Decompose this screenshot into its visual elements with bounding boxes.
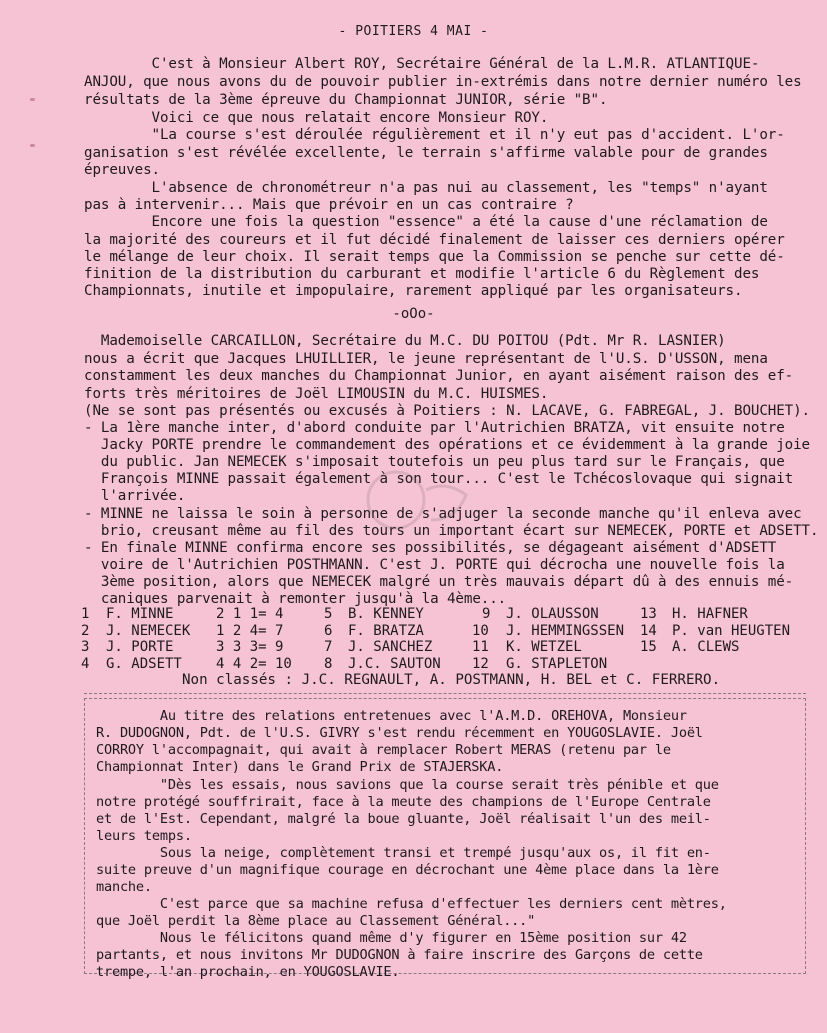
- intro-line: la majorité des coureurs et il fut décidé finalement de laisser ces derniers opérer: [84, 232, 785, 248]
- boxed-line: C'est parce que sa machine refusa d'effectuer les derniers cent mètres,: [96, 896, 727, 912]
- result-position: 15: [640, 639, 657, 655]
- result-detail: 4 4 2= 10: [216, 655, 292, 672]
- result-name: J. HEMMINGSSEN: [506, 622, 625, 639]
- boxed-line: et de l'Est. Cependant, malgré la boue gluante, Joël réalisait l'un des meil-: [96, 811, 711, 827]
- result-position: 7: [324, 639, 333, 655]
- result-name: H. HAFNER: [672, 606, 748, 622]
- intro-line: ANJOU, que nous avons du de pouvoir publier in-extrémis dans notre dernier numéro les: [84, 74, 802, 90]
- boxed-line: Sous la neige, complètement transi et trempé jusqu'aux os, il fit en-: [96, 845, 711, 861]
- report-line: l'arrivée.: [84, 488, 186, 504]
- boxed-line: leurs temps.: [96, 828, 192, 844]
- result-position: 4: [81, 655, 90, 672]
- report-line: - En finale MINNE confirma encore ses possibilités, se dégageant aisément d'ADSETT: [84, 540, 777, 556]
- result-detail: 3 3 3= 9: [216, 639, 284, 655]
- result-name: J. OLAUSSON: [506, 606, 599, 622]
- page-title: - POITIERS 4 MAI -: [338, 24, 489, 39]
- paper-speck: [30, 144, 35, 147]
- boxed-line: Championnat Inter) dans le Grand Prix de STAJERSKA.: [96, 759, 504, 775]
- boxed-line: trempe, l'an prochain, en YOUGOSLAVIE.: [96, 964, 400, 980]
- report-line: Mademoiselle CARCAILLON, Secrétaire du M.C. DU POITOU (Pdt. Mr R. LASNIER): [84, 333, 726, 349]
- result-position: 3: [81, 639, 90, 655]
- results-row: [81, 655, 804, 673]
- intro-line: "La course s'est déroulée régulièrement et il n'y eut pas d'accident. L'or-: [84, 127, 785, 143]
- result-name: G. STAPLETON: [506, 655, 608, 672]
- report-line: 3ème position, alors que NEMECEK malgré un très mauvais départ dû à des ennuis mé-: [84, 574, 794, 590]
- report-line: - MINNE ne laissa le soin à personne de s'adjuger la seconde manche qu'il enleva avec: [84, 506, 802, 522]
- results-row: [81, 639, 804, 656]
- result-name: P. van HEUGTEN: [672, 622, 791, 639]
- result-position: 9: [482, 606, 491, 622]
- intro-line: L'absence de chronométreur n'a pas nui au classement, les "temps" n'ayant: [84, 180, 768, 196]
- report-line: du public. Jan NEMECEK s'imposait toutefois un peu plus tard sur le Français, que: [84, 454, 785, 470]
- box-top-rule: [84, 693, 806, 694]
- result-detail: 1 2 4= 7: [216, 622, 284, 639]
- result-name: F. MINNE: [106, 606, 174, 622]
- faded-stamp-watermark: [356, 460, 476, 540]
- report-line: nous a écrit que Jacques LHUILLIER, le jeune représentant de l'U.S. D'USSON, mena: [84, 351, 768, 367]
- result-name: G. ADSETT: [106, 655, 182, 672]
- intro-line: ganisation s'est révélée excellente, le terrain s'affirme valable pour de grandes: [84, 145, 768, 161]
- results-row: [81, 606, 804, 623]
- paper-speck: [30, 98, 35, 101]
- boxed-line: partants, et nous invitons Mr DUDOGNON à faire inscrire des Garçons de cette: [96, 947, 703, 963]
- report-line: forts très méritoires de Joël LIMOUSIN du M.C. HUISMES.: [84, 386, 549, 402]
- intro-line: résultats de la 3ème épreuve du Championnat JUNIOR, série "B".: [84, 92, 608, 108]
- boxed-line: "Dès les essais, nous savions que la course serait très pénible et que: [96, 777, 719, 793]
- boxed-line: CORROY l'accompagnait, qui avait à remplacer Robert MERAS (retenu par le: [96, 742, 671, 758]
- result-position: 12: [472, 655, 489, 672]
- report-line: voire de l'Autrichien POSTHMANN. C'est J. PORTE qui décrocha une nouvelle fois la: [84, 557, 785, 573]
- intro-line: le mélange de leur choix. Il serait temps que la Commission se penche sur cette dé-: [84, 249, 785, 265]
- result-name: J. PORTE: [106, 639, 174, 655]
- non-classified-line: Non classés : J.C. REGNAULT, A. POSTMANN, H. BEL et C. FERRERO.: [182, 672, 721, 688]
- boxed-line: notre protégé souffrirait, face à la meute des champions de l'Europe Centrale: [96, 794, 711, 810]
- results-table: [81, 606, 804, 672]
- report-line: caniques parvenait à remonter jusqu'à la 4ème...: [84, 591, 507, 607]
- report-line: - La 1ère manche inter, d'abord conduite par l'Autrichien BRATZA, vit ensuite notre: [84, 420, 785, 436]
- result-position: 2: [81, 622, 90, 639]
- report-line: brio, creusant même au fil des tours un important écart sur NEMECEK, PORTE et ADSETT.: [84, 523, 819, 539]
- boxed-line: que Joël perdit la 8ème place au Classement Général...": [96, 913, 536, 929]
- result-position: 5: [324, 606, 333, 622]
- intro-line: C'est à Monsieur Albert ROY, Secrétaire Général de la L.M.R. ATLANTIQUE-: [84, 56, 760, 72]
- result-name: B. KENNEY: [348, 606, 424, 622]
- report-line: François MINNE passait également à son tour... C'est le Tchécoslovaque qui signait: [84, 471, 794, 487]
- boxed-line: manche.: [96, 879, 152, 895]
- intro-line: finition de la distribution du carburant et modifie l'article 6 du Règlement des: [84, 266, 760, 282]
- boxed-line: Au titre des relations entretenues avec l'A.M.D. OREHOVA, Monsieur: [96, 708, 687, 724]
- result-position: 13: [640, 606, 657, 622]
- result-name: A. CLEWS: [672, 639, 740, 655]
- result-position: 14: [640, 622, 657, 639]
- report-line: (Ne se sont pas présentés ou excusés à Poitiers : N. LACAVE, G. FABREGAL, J. BOUCHET).: [84, 403, 810, 419]
- result-position: 10: [472, 622, 489, 639]
- boxed-line: Nous le félicitons quand même d'y figurer en 15ème position sur 42: [96, 930, 687, 946]
- result-position: 1: [81, 606, 90, 622]
- result-name: J. SANCHEZ: [348, 639, 433, 655]
- result-name: J.C. SAUTON: [348, 655, 441, 672]
- results-row: [81, 622, 804, 640]
- intro-line: épreuves.: [84, 162, 160, 178]
- result-position: 11: [472, 639, 489, 655]
- report-line: Jacky PORTE prendre le commandement des opérations et ce évidemment à la grande joie: [84, 437, 810, 453]
- section-divider: -oOo-: [392, 306, 435, 322]
- result-position: 6: [324, 622, 333, 639]
- intro-line: Championnats, inutile et impopulaire, rarement appliqué par les organisateurs.: [84, 283, 743, 299]
- result-name: K. WETZEL: [506, 639, 582, 655]
- result-position: 8: [324, 655, 333, 672]
- intro-line: pas à intervenir... Mais que prévoir en un cas contraire ?: [84, 197, 574, 213]
- intro-line: Voici ce que nous relatait encore Monsieur ROY.: [84, 110, 549, 126]
- intro-line: Encore une fois la question "essence" a été la cause d'une réclamation de: [84, 214, 768, 230]
- report-line: constamment les deux manches du Championnat Junior, en ayant aisément raison des ef-: [84, 368, 794, 384]
- boxed-line: R. DUDOGNON, Pdt. de l'U.S. GIVRY s'est rendu récemment en YOUGOSLAVIE. Joël: [96, 725, 703, 741]
- result-name: F. BRATZA: [348, 622, 424, 639]
- result-detail: 2 1 1= 4: [216, 606, 284, 622]
- boxed-line: suite preuve d'un magnifique courage en décrochant une 4ème place dans la 1ère: [96, 862, 719, 878]
- result-name: J. NEMECEK: [106, 622, 191, 639]
